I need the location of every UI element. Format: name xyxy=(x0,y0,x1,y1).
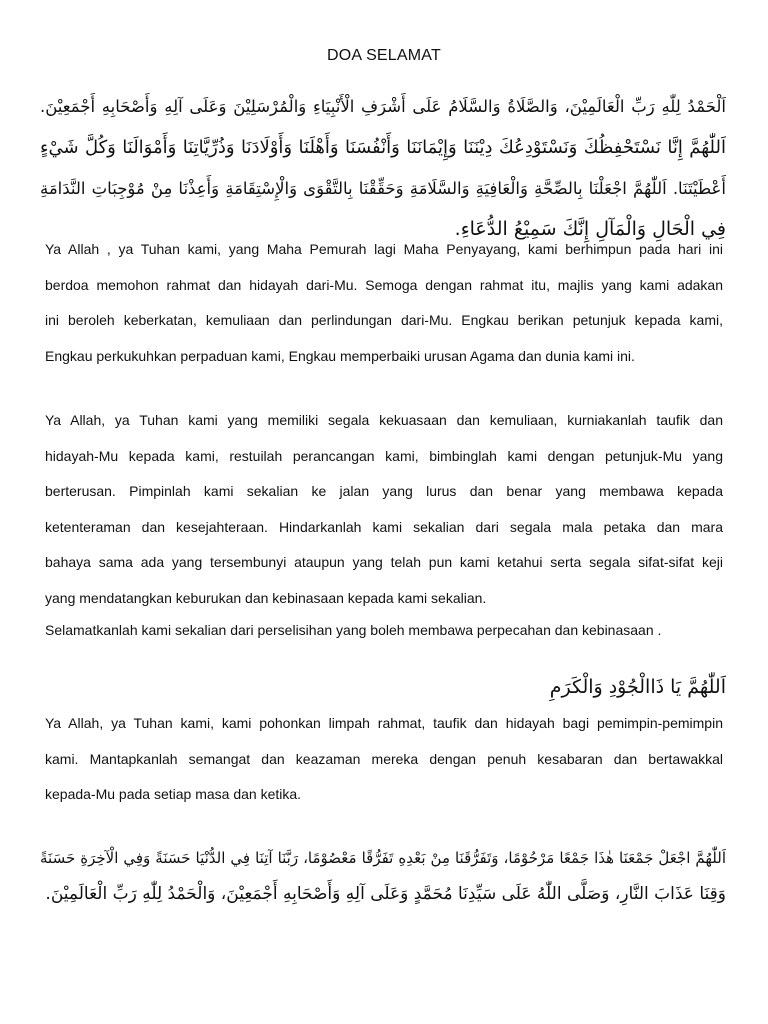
arabic-line: اَلْحَمْدُ لِلّٰهِ رَبِّ الْعَالَمِيْنَ، وَالصَّلَاةُ وَالسَّلَامُ عَلَى أَشْرَفِ الْأَنْبِيَاءِ وَالْمُرْسَلِيْنَ وَعَلَى آلِهِ وَأَصْحَابِهِ أَجْمَعِيْنَ. xyxy=(40,97,726,116)
paragraph-line: ketenteraman dan kesejahteraan. Hindarkanlah kami sekalian dari segala mala petaka dan mara xyxy=(45,518,723,535)
paragraph-line: hidayah-Mu kepada kami, restuilah perancangan kami, bimbinglah kami dengan petunjuk-Mu yang xyxy=(45,447,723,464)
arabic-line: وَقِنَا عَذَابَ النَّارِ، وَصَلَّى اللّٰهُ عَلَى سَيِّدِنَا مُحَمَّدٍ وَعَلَى آلِهِ وَأَصْحَابِهِ أَجْمَعِيْنَ، وَالْحَمْدُ لِلّٰهِ رَبِّ الْعَالَمِيْنَ. xyxy=(45,884,726,904)
paragraph-line: berterusan. Pimpinlah kami sekalian ke jalan yang lurus dan benar yang membawa kepada xyxy=(45,483,723,500)
arabic-opening-prayer xyxy=(40,86,726,250)
paragraph-line: berdoa memohon rahmat dan hidayah dari-Mu. Semoga dengan rahmat itu, majlis yang kami adakan xyxy=(45,276,723,293)
paragraph-line: ini beroleh keberkatan, kemuliaan dan perlindungan dari-Mu. Engkau berikan petunjuk kepada kami, xyxy=(45,312,723,329)
paragraph-line: Engkau perkukuhkan perpaduan kami, Engkau memperbaiki urusan Agama dan dunia kami ini. xyxy=(45,347,635,364)
paragraph-line: Ya Allah, ya Tuhan kami yang memiliki segala kekuasaan dan kemuliaan, kurniakanlah taufik dan xyxy=(45,412,723,428)
arabic-line: اَللّٰهُمَّ اجْعَلْ جَمْعَنَا هٰذَا جَمْعًا مَرْحُوْمًا، وَتَفَرُّقَنَا مِنْ بَعْدِهِ تَفَرُّقًا مَعْصُوْمًا، رَبَّنَا آتِنَا فِي الدُّنْيَا حَسَنَةً وَفِي الْآخِرَةِ حَسَنَةً xyxy=(40,849,726,867)
page-title: DOA SELAMAT xyxy=(327,47,441,64)
arabic-line: اَللّٰهُمَّ إِنَّا نَسْتَحْفِظُكَ وَنَسْتَوْدِعُكَ دِيْنَنَا وَإِيْمَانَنَا وَأَنْفُسَنَا وَأَهْلَنَا وَأَوْلَادَنَا وَذُرِّيَّاتِنَا وَأَمْوَالَنَا وَكُلَّ شَيْءٍ xyxy=(40,137,726,158)
arabic-closing-prayer xyxy=(40,840,726,912)
arabic-line: أَعْطَيْتَنَا. اَللّٰهُمَّ اجْعَلْنَا بِالصِّحَّةِ وَالْعَافِيَةِ وَالسَّلَامَةِ وَحَقِّقْنَا بِالتَّقْوَى وَالْإِسْتِقَامَةِ وَأَعِذْنَا مِنْ مُوْجِبَاتِ النَّدَامَةِ xyxy=(40,179,726,198)
paragraph-1 xyxy=(45,232,723,374)
paragraph-3 xyxy=(45,706,723,813)
paragraph-line: bahaya sama ada yang tersembunyi ataupun yang telah pun kami ketahui serta segala sifat-sifat keji xyxy=(45,554,723,571)
paragraph-line: kami. Mantapkanlah semangat dan keazaman mereka dengan penuh kesabaran dan bertawakkal xyxy=(45,750,723,767)
paragraph-line: Ya Allah, ya Tuhan kami, kami pohonkan limpah rahmat, taufik dan hidayah bagi pemimpin-pemimpin xyxy=(45,715,723,731)
paragraph-2b: Selamatkanlah kami sekalian dari perselisihan yang boleh membawa perpecahan dan kebinasaan . xyxy=(45,622,662,638)
arabic-line: فِي الْحَالِ وَالْمَآلِ إِنَّكَ سَمِيْعُ الدُّعَاءِ. xyxy=(454,218,726,240)
paragraph-2 xyxy=(45,403,723,617)
paragraph-line: kepada-Mu pada setiap masa dan ketika. xyxy=(45,786,302,803)
paragraph-line: yang mendatangkan keburukan dan kebinasaan kepada kami sekalian. xyxy=(45,589,487,606)
arabic-short-invocation: اَللّٰهُمَّ يَا ذَاالْجُوْدِ وَالْكَرَمِ xyxy=(549,676,726,698)
paragraph-line: Ya Allah , ya Tuhan kami, yang Maha Pemurah lagi Maha Penyayang, kami berhimpun pada hari ini xyxy=(45,241,723,257)
